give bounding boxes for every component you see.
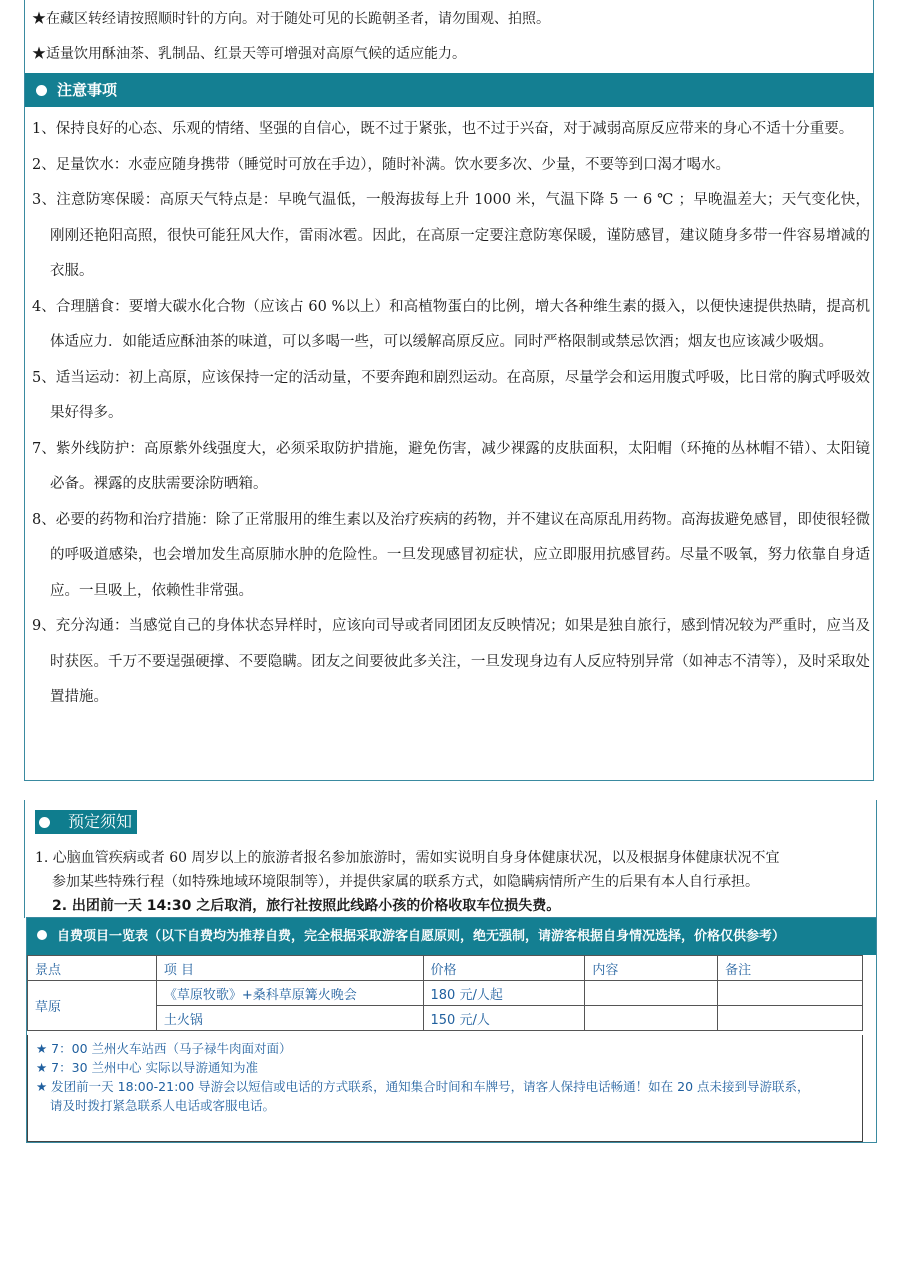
tip-line: ★在藏区转经请按照顺时针的方向。对于随处可见的长跪朝圣者，请勿围观、拍照。 xyxy=(32,11,550,27)
booking-header xyxy=(35,810,137,834)
notice-item: 7、紫外线防护：高原紫外线强度大，必须采取防护措施，避免伤害，减少裸露的皮肤面积，太阳帽（环掩的丛林帽不错）、太阳镜必备。裸露的皮肤需要涂防晒箱。 xyxy=(32,440,870,492)
optional-header xyxy=(27,918,876,955)
notice-item: 5、适当运动：初上高原，应该保持一定的活动量，不要奔跑和剧烈运动。在高原，尽量学会和运用腹式呼吸，比日常的胸式呼吸效果好得多。 xyxy=(32,369,870,421)
notice-item: 8、必要的药物和治疗措施：除了正常服用的维生素以及治疗疾病的药物，并不建议在高原乱用药物。高海拔避免感冒，即使很轻微的呼吸道感染，也会增加发生高原肺水肿的危险性。一旦发现感冒初症状，应立即服用抗感冒药。尽量不吸氧，努力依靠自身适应。一旦吸上，依赖性非常强。 xyxy=(32,511,870,599)
column-header: 内容 xyxy=(585,956,718,981)
table-header-row xyxy=(28,956,863,981)
bullet-icon xyxy=(37,930,47,940)
column-header: 项 目 xyxy=(156,956,423,981)
note-cell xyxy=(718,1006,863,1031)
meeting-info xyxy=(27,1035,863,1142)
bullet-icon xyxy=(36,85,47,96)
notice-list xyxy=(32,112,870,716)
bullet-icon xyxy=(39,817,50,828)
column-header: 备注 xyxy=(718,956,863,981)
booking-title: 预定须知 xyxy=(68,812,133,831)
notice-item: 3、注意防寒保暖：高原天气特点是：早晚气温低，一般海拔每上升 1000 米，气温下降 5 一 6 ℃ ；早晚温差大；天气变化快，刚刚还艳阳高照，很快可能狂风大作，雷雨冰雹。因此，在高原一定要注意防寒保暖，谨防感冒，建议随身多带一件容易增减的衣服。 xyxy=(32,192,870,279)
optional-table xyxy=(27,955,863,1031)
content-cell xyxy=(585,1006,718,1031)
tip-line: ★适量饮用酥油茶、乳制品、红景天等可增强对高原气候的适应能力。 xyxy=(32,46,466,62)
notice-item: 4、合理膳食：要增大碳水化合物（应该占 60 %以上）和高植物蛋白的比例，增大各种维生素的摄入，以便快速提供热睛，提高机体适应力．如能适应酥油茶的味道，可以多喝一些，可以缓解高原反应。同时严格限制或禁忌饮酒；烟友也应该减少吸烟。 xyxy=(32,298,870,350)
booking-item-cont: 参加某些特殊行程（如特殊地域环境限制等），并提供家属的联系方式，如隐瞒病情所产生的后果有本人自行承担。 xyxy=(52,874,759,890)
note-cell xyxy=(718,981,863,1006)
info-line: ★ 7：00 兰州火车站西（马子禄牛肉面对面） xyxy=(36,1041,292,1056)
info-line: ★ 发团前一天 18:00-21:00 导游会以短信或电话的方式联系，通知集合时间和车牌号，请客人保持电话畅通！如在 20 点未接到导游联系， xyxy=(36,1079,810,1094)
content-cell xyxy=(585,981,718,1006)
info-line: 请及时拨打紧急联系人电话或客服电话。 xyxy=(50,1098,276,1113)
optional-title: 自费项目一览表（以下自费均为推荐自费，完全根据采取游客自愿原则，绝无强制，请游客根据自身情况选择，价格仅供参考） xyxy=(57,929,786,944)
notice-item: 1、保持良好的心态、乐观的情绪、坚强的自信心，既不过于紧张，也不过于兴奋，对于减弱高原反应带来的身心不适十分重要。 xyxy=(32,121,854,137)
notice-title: 注意事项 xyxy=(57,81,118,99)
column-header: 景点 xyxy=(28,956,157,981)
notice-item: 9、充分沟通：当感觉自己的身体状态异样时，应该向司导或者同团团友反映情况；如果是独自旅行，感到情况较为严重时，应当及时获医。千万不要逞强硬撑、不要隐瞒。团友之间要彼此多关注，一旦发现身边有人反应特别异常（如神志不清等），及时采取处置措施。 xyxy=(32,618,870,705)
item-cell: 《草原牧歌》+桑科草原篝火晚会 xyxy=(156,981,423,1006)
booking-item: 2. 出团前一天 14:30 之后取消，旅行社按照此线路小孩的价格收取车位损失费。 xyxy=(52,898,561,914)
booking-item: 1. 心脑血管疾病或者 60 周岁以上的旅游者报名参加旅游时，需如实说明自身身体健康状况，以及根据身体健康状况不宜 xyxy=(35,850,780,866)
price-cell: 180 元/人起 xyxy=(423,981,585,1006)
column-header: 价格 xyxy=(423,956,585,981)
price-cell: 150 元/人 xyxy=(423,1006,585,1031)
spot-cell: 草原 xyxy=(28,981,157,1031)
notice-item: 2、足量饮水：水壶应随身携带（睡觉时可放在手边），随时补满。饮水要多次、少量，不要等到口渴才喝水。 xyxy=(32,156,730,173)
item-cell: 土火锅 xyxy=(156,1006,423,1031)
table-row xyxy=(28,981,863,1006)
info-line: ★ 7：30 兰州中心 实际以导游通知为准 xyxy=(36,1060,258,1075)
notice-header xyxy=(25,73,874,107)
